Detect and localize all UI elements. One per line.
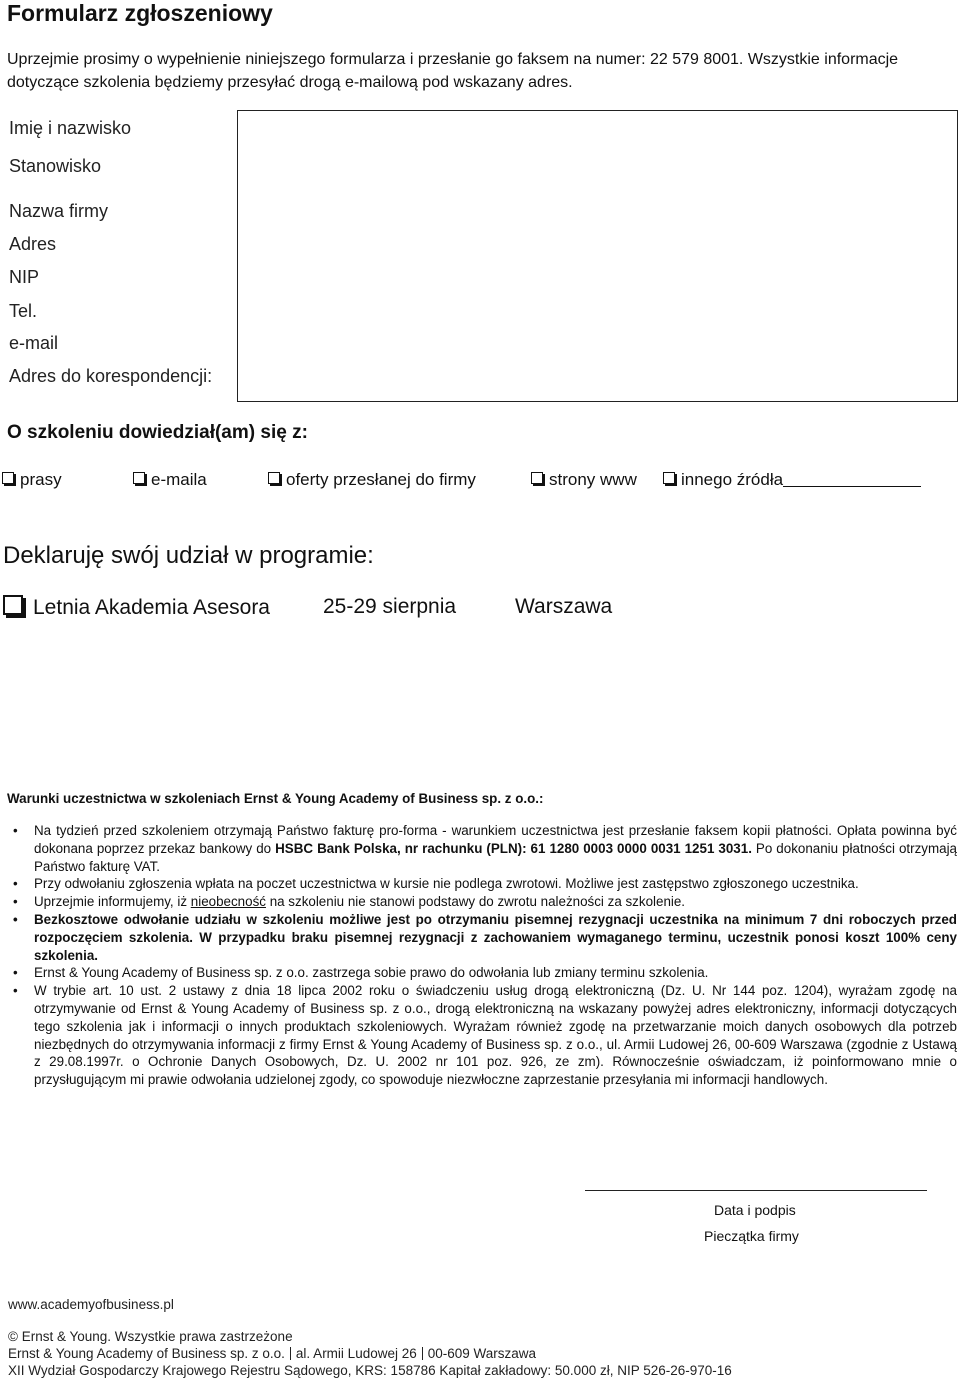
condition-free-cancellation: • Bezkosztowe odwołanie udziału w szkoleniu możliwe jest po otrzymaniu pisemnej rezygnacji uczestnika na minimum 7 dni roboczych przed rozpoczęciem szkolenia. W przypadku braku pisemnej rezygnacji z zachowaniem wymaganego terminu, uczestnik ponosi koszt 100% ceny szkolenia.: [13, 911, 957, 964]
label-address: Adres: [9, 234, 57, 254]
source-question: O szkoleniu dowiedział(am) się z:: [7, 422, 308, 443]
form-input-box[interactable]: [237, 110, 958, 402]
option-website[interactable]: strony www: [531, 470, 637, 490]
label-correspondence-address: Adres do korespondencji:: [9, 366, 213, 386]
option-company-offer[interactable]: oferty przesłanej do firmy: [268, 470, 476, 490]
copyright: © Ernst & Young. Wszystkie prawa zastrzeżone: [8, 1329, 293, 1344]
company-address: Ernst & Young Academy of Business sp. z o.o. al. Armii Ludowej 26 00-609 Warszawa: [8, 1346, 537, 1361]
conditions-heading: Warunki uczestnictwa w szkoleniach Ernst & Young Academy of Business sp. z o.o.:: [7, 791, 544, 806]
option-press[interactable]: prasy: [2, 470, 62, 490]
checkbox-icon[interactable]: [531, 472, 543, 484]
company-stamp-label: Pieczątka firmy: [704, 1228, 799, 1244]
checkbox-icon[interactable]: [133, 472, 145, 484]
website-link[interactable]: www.academyofbusiness.pl: [8, 1297, 174, 1312]
form-title: Formularz zgłoszeniowy: [7, 0, 273, 26]
label-company-name: Nazwa firmy: [9, 201, 109, 221]
checkbox-icon[interactable]: [2, 472, 14, 484]
condition-consent: • W trybie art. 10 ust. 2 ustawy z dnia 18 lipca 2002 roku o świadczeniu usług drogą elektroniczną (Dz. U. Nr 144 poz. 1204), wyrażam zgodę na otrzymywanie od Ernst & Young Academy of Business sp. z o.o., drogą elektroniczną na wskazany powyżej adres elektroniczny, informacji dotyczących tego szkolenia jak i informacji o innych produktach szkoleniowych. Wyrażam również zgodę na przetwarzanie moich danych osobowych dla potrzeb niezbędnych do otrzymywania informacji z firmy Ernst & Young Academy of Business sp. z o.o., ul. Armii Ludowej 26, 00-609 Warszawa (zgodnie z Ustawą z 29.08.1997r. o Ochronie Danych Osobowych, Dz. U. 2002 nr 101 poz. 926, ze zm). Równocześnie oświadczam, iż poinformowano mnie o przysługującym mi prawie odwołania udzielonej zgody, co spowoduje niezwłoczne zaprzestanie przesyłania mi informacji handlowych.: [13, 982, 957, 1089]
company-registry: XII Wydział Gospodarczy Krajowego Rejestru Sądowego, KRS: 158786 Kapitał zakładowy: 50.000 zł, NIP 526-26-970-16: [8, 1363, 732, 1378]
checkbox-icon[interactable]: [268, 472, 280, 484]
other-source-blank[interactable]: [783, 472, 921, 487]
checkbox-icon[interactable]: [3, 595, 23, 615]
option-other-source[interactable]: innego źródła: [663, 470, 921, 490]
condition-withdrawal: • Przy odwołaniu zgłoszenia wpłata na poczet uczestnictwa w kursie nie podlega zwrotowi. Możliwe jest zastępstwo zgłoszonego uczestnika.: [13, 875, 957, 893]
label-position: Stanowisko: [9, 156, 102, 176]
label-nip: NIP: [9, 267, 40, 287]
intro-text: Uprzejmie prosimy o wypełnienie niniejszego formularza i przesłanie go faksem na numer: 22 579 8001. Wszystkie informacje dotyczące szkolenia będziemy przesyłać drogą e-mailową pod wskazany adres.: [7, 51, 899, 91]
condition-absence: • Uprzejmie informujemy, iż nieobecność na szkoleniu nie stanowi podstawy do zwrotu należności za szkolenie.: [13, 893, 957, 911]
signature-line[interactable]: [585, 1190, 927, 1191]
program-city: Warszawa: [515, 595, 613, 618]
program-option[interactable]: [3, 595, 270, 620]
label-full-name: Imię i nazwisko: [9, 118, 132, 138]
label-email: e-mail: [9, 333, 59, 353]
condition-invoice: • Na tydzień przed szkoleniem otrzymają Państwo fakturę pro-forma - warunkiem uczestnictwa jest przesłanie faksem kopii płatności. Opłata powinna być dokonana poprzez przekaz bankowy do HSBC Bank Polska, nr rachunku (PLN): 61 1280 0003 0000 0031 1251 3031. Po dokonaniu płatności otrzymają Państwo fakturę VAT.: [13, 822, 957, 875]
conditions-list: [13, 822, 957, 1089]
condition-reserve-right: • Ernst & Young Academy of Business sp. z o.o. zastrzega sobie prawo do odwołania lub zmiany terminu szkolenia.: [13, 964, 957, 982]
program-dates: 25-29 sierpnia: [323, 595, 457, 618]
declaration-heading: Deklaruję swój udział w programie:: [3, 542, 374, 569]
option-email[interactable]: e-maila: [133, 470, 207, 490]
date-signature-label: Data i podpis: [714, 1202, 796, 1218]
program-name: Letnia Akademia Asesora: [33, 596, 270, 619]
label-phone: Tel.: [9, 301, 38, 321]
checkbox-icon[interactable]: [663, 472, 675, 484]
